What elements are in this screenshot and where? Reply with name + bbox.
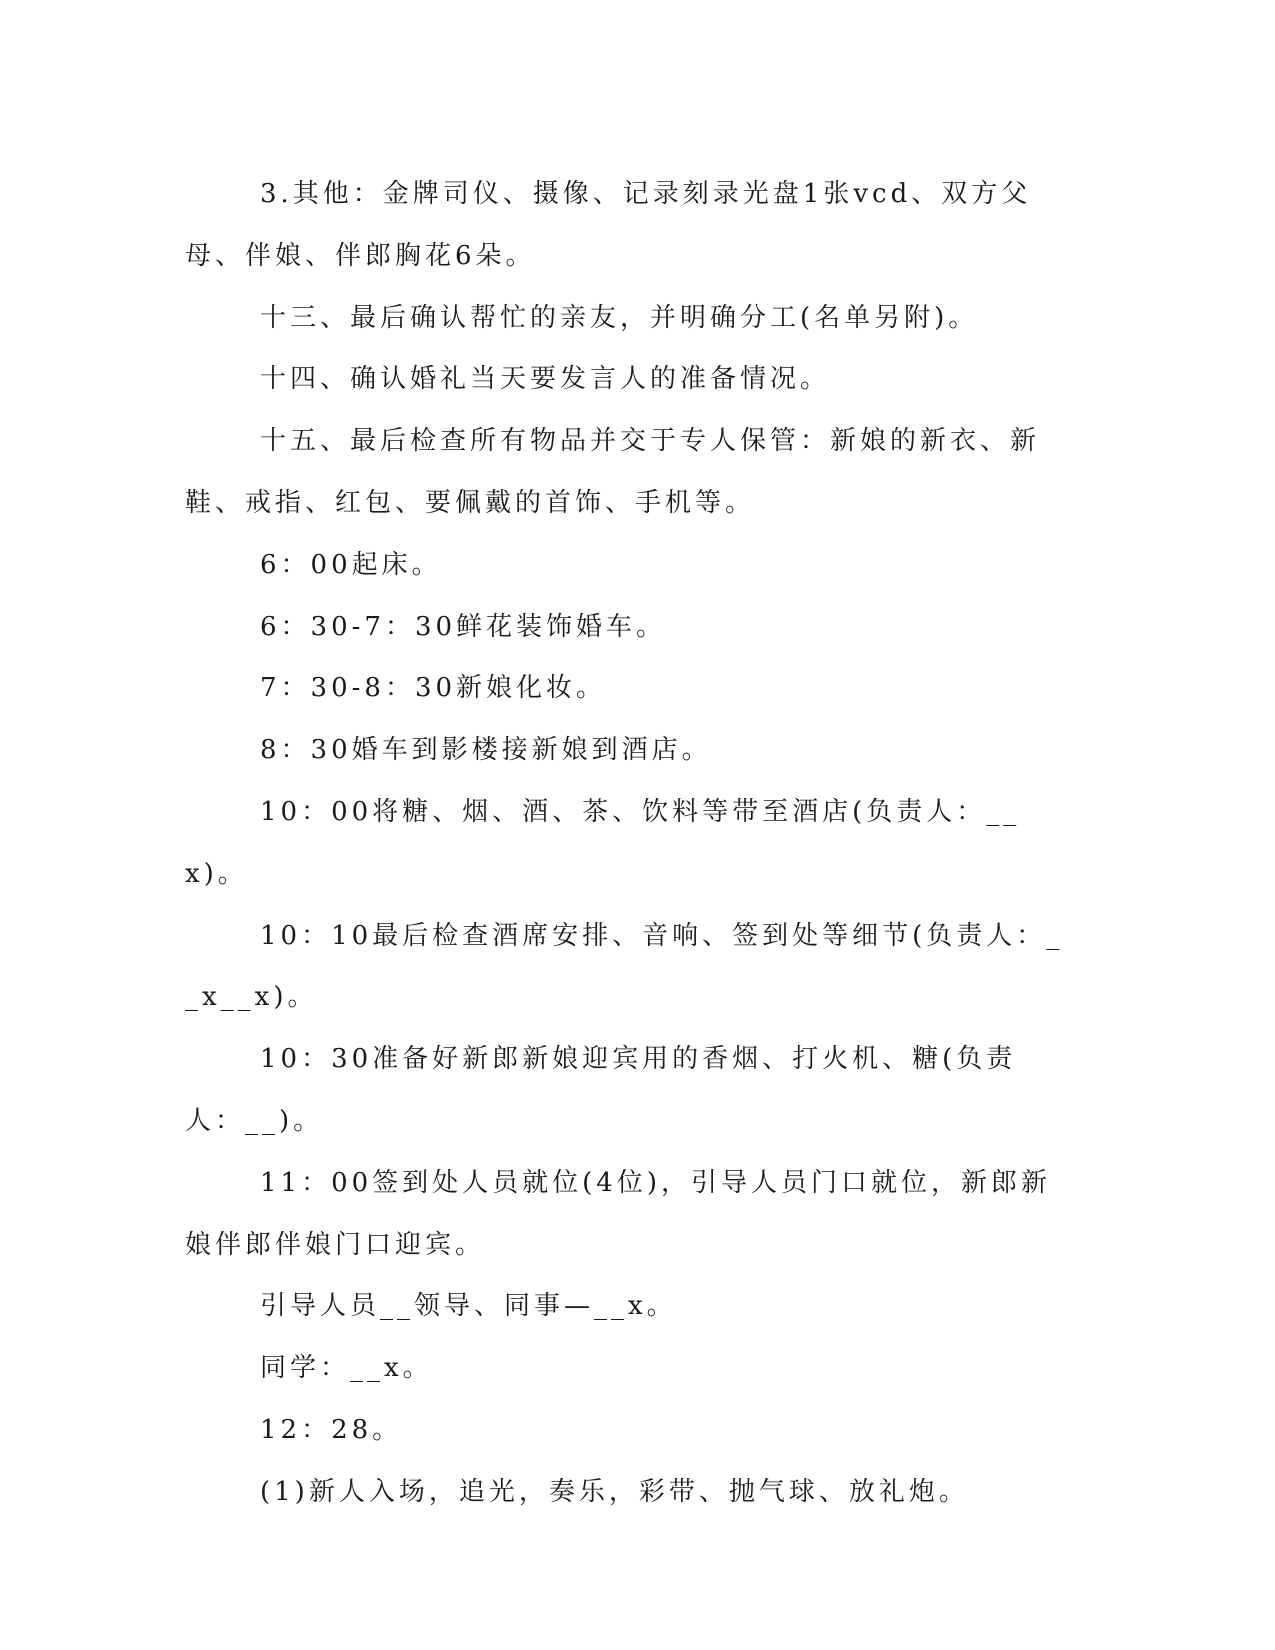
classmates: 同学：__x。 (260, 1353, 433, 1384)
paragraph-item-14: 十四、确认婚礼当天要发言人的准备情况。 (260, 364, 831, 395)
schedule-1000: 10：00将糖、烟、酒、茶、饮料等带至酒店(负责人：__x)。 (185, 796, 1021, 889)
schedule-1228: 12：28。 (260, 1414, 403, 1445)
schedule-0730: 7：30-8：30新娘化妆。 (260, 673, 607, 704)
schedule-1010: 10：10最后检查酒席安排、音响、签到处等细节(负责人：__x__x)。 (185, 920, 1064, 1013)
document-body (185, 164, 1065, 1524)
schedule-0830: 8：30婚车到影楼接新娘到酒店。 (260, 735, 712, 766)
guide-staff: 引导人员__领导、同事—__x。 (260, 1291, 677, 1322)
schedule-1030: 10：30准备好新郎新娘迎宾用的香烟、打火机、糖(负责人：__)。 (185, 1044, 1017, 1136)
paragraph-item-15: 十五、最后检查所有物品并交于专人保管：新娘的新衣、新鞋、戒指、红包、要佩戴的首饰、手机等。 (185, 426, 1041, 518)
schedule-1100: 11：00签到处人员就位(4位)，引导人员门口就位，新郎新娘伴郎伴娘门口迎宾。 (185, 1167, 1051, 1260)
schedule-0600: 6：00起床。 (260, 549, 442, 580)
ceremony-step-1: (1)新人入场，追光，奏乐，彩带、抛气球、放礼炮。 (260, 1476, 969, 1507)
schedule-0630: 6：30-7：30鲜花装饰婚车。 (260, 611, 667, 642)
paragraph-item-13: 十三、最后确认帮忙的亲友，并明确分工(名单另附)。 (260, 302, 979, 333)
paragraph-other-items: 3.其他：金牌司仪、摄像、记录刻录光盘1张vcd、双方父母、伴娘、伴郎胸花6朵。 (185, 179, 1032, 271)
